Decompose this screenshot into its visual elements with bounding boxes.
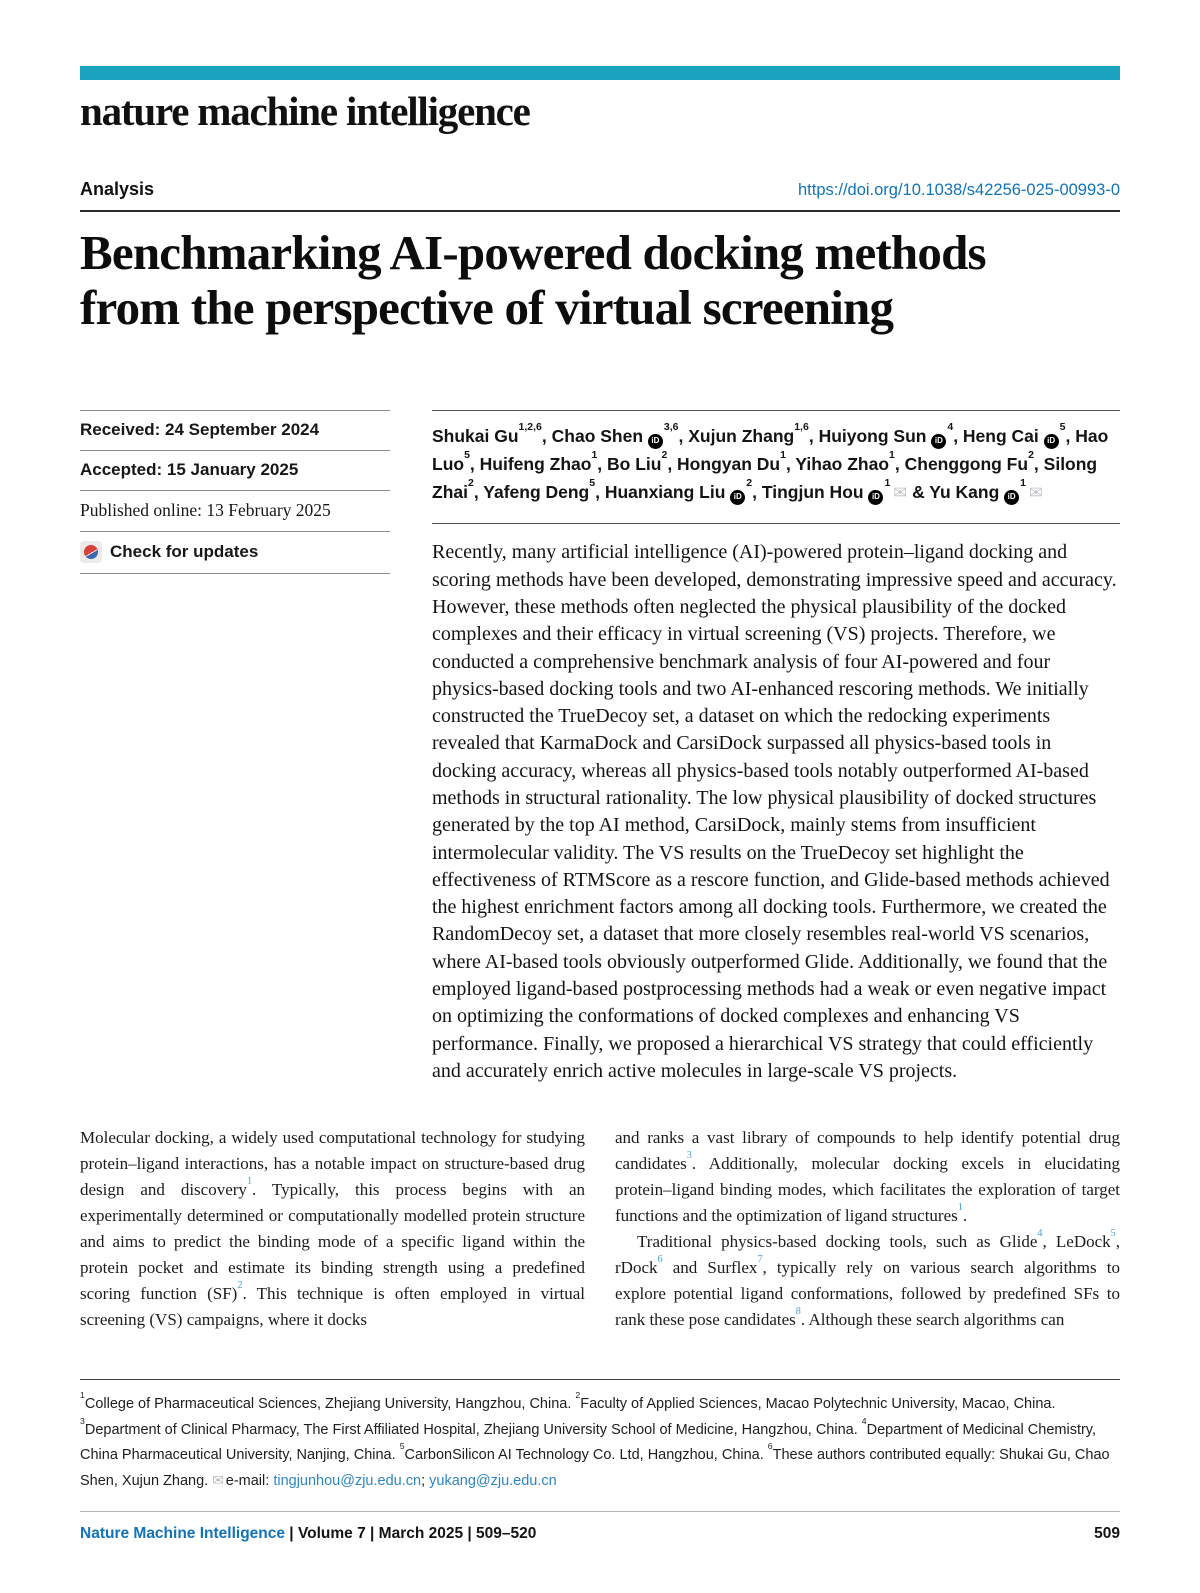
orcid-icon[interactable]: iD bbox=[868, 490, 883, 505]
footer-issue-info: | Volume 7 | March 2025 | 509–520 bbox=[285, 1525, 537, 1543]
article-history-column bbox=[80, 410, 390, 1086]
accepted-date: Accepted: 15 January 2025 bbox=[80, 450, 390, 490]
crossmark-icon bbox=[80, 541, 102, 563]
check-for-updates-link[interactable] bbox=[80, 531, 390, 574]
email-link[interactable]: tingjunhou@zju.edu.cn bbox=[273, 1472, 422, 1489]
orcid-icon[interactable]: iD bbox=[931, 434, 946, 449]
article-title bbox=[80, 225, 1120, 336]
doi-link[interactable]: https://doi.org/10.1038/s42256-025-00993-0 bbox=[798, 181, 1120, 199]
citation-ref[interactable]: 1 bbox=[246, 1175, 253, 1187]
authors-abstract-column bbox=[432, 410, 1120, 1086]
citation-ref[interactable]: 5 bbox=[1110, 1227, 1116, 1239]
email-link[interactable]: yukang@zju.edu.cn bbox=[429, 1472, 557, 1489]
received-date: Received: 24 September 2024 bbox=[80, 410, 390, 450]
author-list: Shukai Gu$^{1,2,6}$, Chao Shen iD$^{3,6}$, Xujun Zhang$^{1,6}$, Huiyong Sun $iD^4$, Heng Cai $iD^5$, Hao Luo$^5$, Huifeng Zhao$^1$, Bo Liu$^2$, Hongyan Du$^1$, Yihao Zhao$^1$, Chenggong Fu$^2$, Silong Zhai$^2$, Yafeng Deng$^5$, Huanxiang Liu $iD^2$, Tingjun Hou $iD^1$ ✉ & Yu Kang $iD^1$ ✉ bbox=[432, 410, 1120, 507]
header-columns bbox=[80, 410, 1120, 1086]
body-column-right bbox=[615, 1125, 1120, 1333]
affiliations-footnotes: $^1$College of Pharmaceutical Sciences, Zhejiang University, Hangzhou, China. $^2$Faculty of Applied Sciences, Macao Polytechnic University, Macao, China. $^3$Department of Clinical Pharmacy, The First Affiliated Hospital, Zhejiang University School of Medicine, Hangzhou, China. $^4$Department of Medicinal Chemistry, China Pharmaceutical University, Nanjing, China. $^5$CarbonSilicon AI Technology Co. Ltd, Hangzhou, China. $^6$These authors contributed equally: Shukai Gu, Chao Shen, Xujun Zhang. ✉ e-mail: tingjunhou@zju.edu.cn; yukang@zju.edu.cn bbox=[80, 1379, 1120, 1494]
check-for-updates-label: Check for updates bbox=[110, 541, 259, 561]
citation-ref[interactable]: 1 bbox=[957, 1201, 963, 1213]
email-envelope-icon: ✉ bbox=[212, 1472, 224, 1488]
page-footer bbox=[80, 1511, 1120, 1543]
email-envelope-icon: ✉ bbox=[893, 482, 908, 502]
citation-ref[interactable]: 8 bbox=[795, 1305, 801, 1317]
body-paragraph: Molecular docking, a widely used computational technology for studying protein–ligand interactions, has a notable impact on structure-based drug design and discovery$^1$. Typically, this process begins with an experimentally determined or computationally modelled protein structure and aims to predict the binding mode of a specific ligand within the protein pocket and estimate its binding strength using a predefined scoring function (SF)$^2$. This technique is often employed in virtual screening (VS) campaigns, where it docks bbox=[80, 1128, 586, 1330]
orcid-icon[interactable]: iD bbox=[648, 434, 663, 449]
published-date: Published online: 13 February 2025 bbox=[80, 490, 390, 531]
page-number: 509 bbox=[1094, 1525, 1120, 1543]
orcid-icon[interactable]: iD bbox=[1004, 490, 1019, 505]
citation-ref[interactable]: 4 bbox=[1037, 1227, 1043, 1239]
journal-masthead: nature machine intelligence bbox=[80, 88, 530, 134]
article-title-line2: from the perspective of virtual screening bbox=[80, 280, 894, 336]
body-paragraph: Traditional physics-based docking tools, such as Glide$^4$, LeDock$^5$, rDock$^6$ and Surflex$^7$, typically rely on various search algorithms to explore potential ligand conformations, followed by predefined SFs to rank these pose candidates$^8$. Although these search algorithms can bbox=[615, 1227, 1121, 1330]
abstract-text: Recently, many artificial intelligence (AI)-powered protein–ligand docking and scoring methods have been developed, demonstrating impressive speed and accuracy. However, these methods often neglected the physical plausibility of the docked complexes and their efficacy in virtual screening (VS) projects. Therefore, we conducted a comprehensive benchmark analysis of four AI-powered and four physics-based docking tools and two AI-enhanced rescoring methods. We initially constructed the TrueDecoy set, a dataset on which the redocking experiments revealed that KarmaDock and CarsiDock surpassed all physics-based tools in docking accuracy, whereas all physics-based tools notably outperformed AI-based methods in structural rationality. The low physical plausibility of docked structures generated by the top AI method, CarsiDock, mainly stems from insufficient intermolecular validity. The VS results on the TrueDecoy set highlight the effectiveness of RTMScore as a rescore function, and Glide-based methods achieved the highest enrichment factors among all docking tools. Furthermore, we created the RandomDecoy set, a dataset that more closely resembles real-world VS scenarios, where AI-based tools obviously outperformed Glide. Additionally, we found that the employed ligand-based postprocessing methods had a weak or even negative impact on optimizing the conformations of docked complexes and enhancing VS performance. Finally, we proposed a hierarchical VS strategy that could efficiently and accurately enrich active molecules in large-scale VS projects. bbox=[432, 541, 1117, 1082]
meta-row bbox=[80, 179, 1120, 212]
abstract-block bbox=[432, 523, 1120, 1085]
citation-ref[interactable]: 3 bbox=[686, 1149, 692, 1161]
citation-ref[interactable]: 6 bbox=[657, 1253, 663, 1265]
body-columns bbox=[80, 1125, 1120, 1333]
footer-citation bbox=[80, 1525, 536, 1543]
footer-journal-link[interactable]: Nature Machine Intelligence bbox=[80, 1525, 285, 1543]
article-title-line1: Benchmarking AI-powered docking methods bbox=[80, 225, 986, 280]
citation-ref[interactable]: 2 bbox=[237, 1279, 243, 1291]
body-paragraph: and ranks a vast library of compounds to help identify potential drug candidates$^3$. Additionally, molecular docking excels in elucidating protein–ligand binding modes, which facilitates the exploration of target functions and the optimization of ligand structures$^1$. bbox=[615, 1128, 1120, 1226]
article-type-label: Analysis bbox=[80, 179, 155, 199]
email-envelope-icon: ✉ bbox=[1028, 482, 1043, 502]
orcid-icon[interactable]: iD bbox=[730, 490, 745, 505]
orcid-icon[interactable]: iD bbox=[1044, 434, 1059, 449]
body-column-left bbox=[80, 1125, 585, 1333]
brand-accent-bar bbox=[80, 66, 1120, 80]
citation-ref[interactable]: 7 bbox=[757, 1253, 763, 1265]
